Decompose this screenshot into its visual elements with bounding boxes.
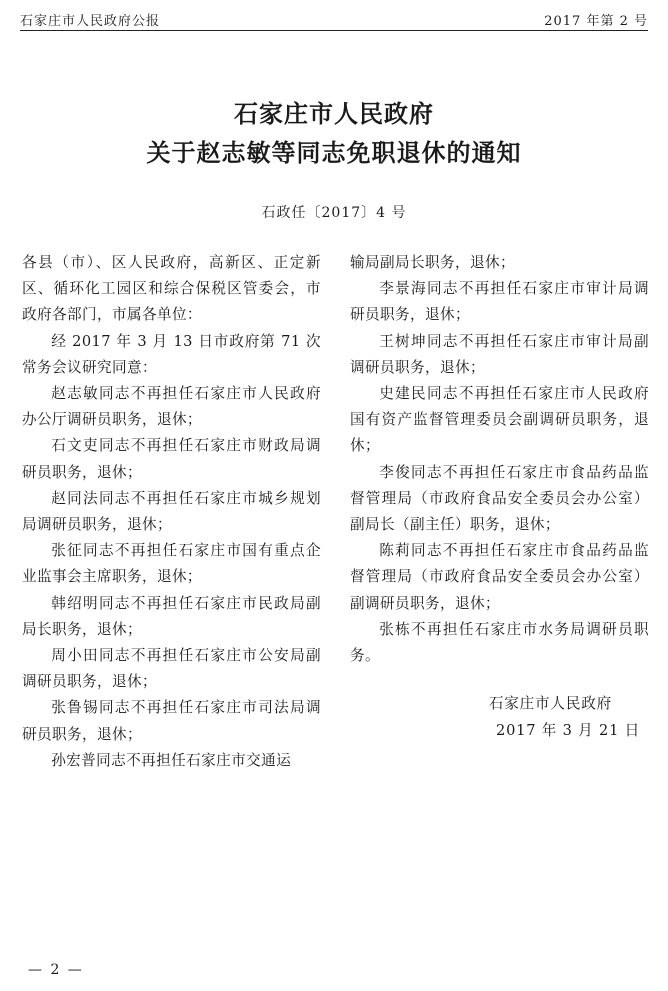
body-paragraph: 张征同志不再担任石家庄市国有重点企业监事会主席职务，退休；	[22, 542, 321, 586]
body-paragraph: 石文吏同志不再担任石家庄市财政局调研员职务，退休；	[22, 437, 321, 481]
body-paragraph: 李俊同志不再担任石家庄市食品药品监督管理局（市政府食品安全委员会办公室）副局长（副主任）职务，退休；	[350, 463, 649, 534]
issue-date: 2017 年 3 月 21 日	[496, 722, 640, 739]
body-paragraph: 经 2017 年 3 月 13 日市政府第 71 次常务会议研究同意：	[22, 332, 321, 376]
body-paragraph: 王树坤同志不再担任石家庄市审计局副调研员职务，退休；	[350, 332, 649, 376]
body-paragraph: 赵同法同志不再担任石家庄市城乡规划局调研员职务，退休；	[22, 489, 321, 534]
page-number: — 2 —	[28, 962, 84, 978]
body-paragraph: 陈莉同志不再担任石家庄市食品药品监督管理局（市政府食品安全委员会办公室）副调研员职务，退休；	[350, 542, 649, 612]
document-number: 石政任〔2017〕4 号	[261, 205, 407, 221]
body-paragraph-continued: 输局副局长职务，退休；	[350, 254, 515, 271]
body-paragraph: 张鲁锡同志不再担任石家庄市司法局调研员职务，退休；	[22, 699, 321, 743]
addressee-paragraph: 各县（市）、区人民政府，高新区、正定新区、循环化工园区和综合保税区管委会，市政府各部门，市属各单位：	[22, 254, 321, 324]
title-line-1: 石家庄市人民政府	[234, 99, 434, 128]
issue-number: 2017 年第 2 号	[544, 14, 648, 29]
body-paragraph: 韩绍明同志不再担任石家庄市民政局副局长职务，退休；	[22, 594, 321, 638]
title-line-2: 关于赵志敏等同志免职退休的通知	[146, 138, 522, 167]
body-paragraph: 孙宏普同志不再担任石家庄市交通运	[51, 751, 292, 769]
body-paragraph: 周小田同志不再担任石家庄市公安局副调研员职务，退休；	[22, 647, 321, 691]
body-paragraph: 李景海同志不再担任石家庄市审计局调研员职务，退休；	[350, 280, 649, 324]
body-paragraph: 赵志敏同志不再担任石家庄市人民政府办公厅调研员职务，退休；	[22, 385, 321, 429]
publication-name: 石家庄市人民政府公报	[20, 14, 161, 29]
running-header	[20, 8, 648, 31]
body-right-column	[350, 250, 649, 669]
body-left-column	[22, 250, 321, 774]
body-paragraph: 张栋不再担任石家庄市水务局调研员职务。	[350, 620, 649, 665]
issuer-signature: 石家庄市人民政府	[488, 695, 612, 712]
body-paragraph: 史建民同志不再担任石家庄市人民政府国有资产监督管理委员会副调研员职务，退休；	[350, 385, 649, 455]
